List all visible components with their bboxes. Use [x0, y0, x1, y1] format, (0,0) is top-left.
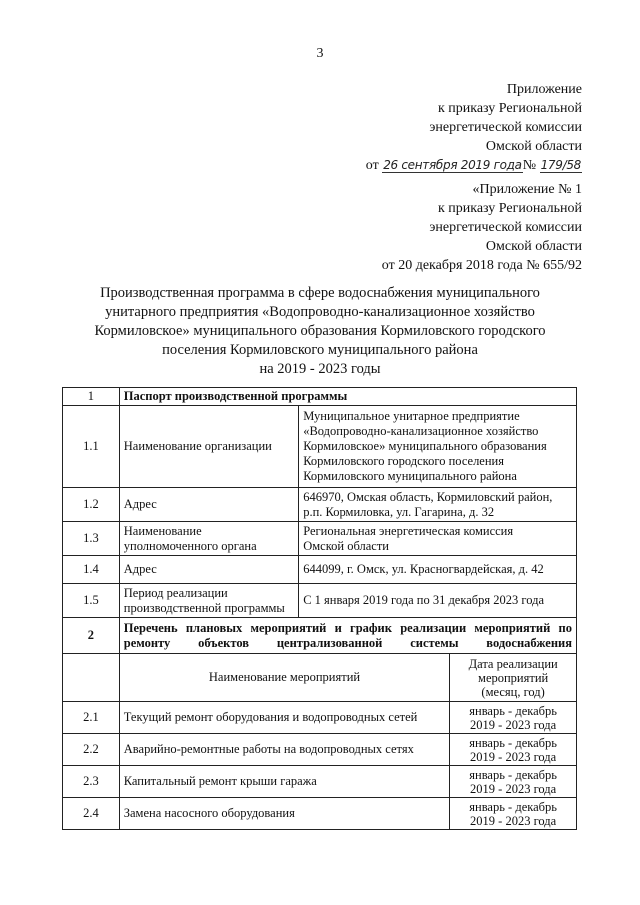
- handwritten-date: 26 сентября 2019 года: [383, 158, 522, 172]
- row-value: [299, 522, 577, 556]
- document-title: [60, 284, 580, 379]
- measures-column-header: [63, 654, 577, 702]
- number-prefix: №: [522, 158, 537, 173]
- row-number: 1.1: [63, 406, 120, 488]
- header-line: мероприятий: [478, 670, 549, 685]
- column-header-name: Наименование мероприятий: [119, 654, 450, 702]
- title-line: унитарного предприятия «Водопроводно-канализационное хозяйство: [105, 304, 535, 320]
- label-line: Наименование: [123, 523, 202, 538]
- title-line: Кормиловское» муниципального образования Кормиловского городского: [94, 323, 546, 339]
- date-line: январь - декабрь: [469, 703, 557, 718]
- row-number: 2.1: [63, 702, 120, 734]
- row-number: 2.2: [63, 734, 120, 766]
- measure-date: [450, 702, 577, 734]
- section-number: 2: [63, 618, 120, 654]
- value-line: Кормиловского муниципального района: [303, 469, 517, 483]
- appendix-line: к приказу Региональной: [437, 101, 582, 116]
- appendix-line: «Приложение № 1: [472, 182, 582, 197]
- label-line: Период реализации: [123, 585, 228, 600]
- row-label: Адрес: [119, 556, 298, 584]
- measure-name: Капитальный ремонт крыши гаража: [119, 766, 450, 798]
- date-line: 2019 - 2023 года: [470, 813, 557, 828]
- table-row: [63, 798, 577, 830]
- measure-name: Аварийно-ремонтные работы на водопроводных сетях: [119, 734, 450, 766]
- date-line: 2019 - 2023 года: [470, 717, 557, 732]
- row-value: С 1 января 2019 года по 31 декабря 2023 года: [299, 584, 577, 618]
- value-line: Кормиловское» муниципального образования: [303, 439, 547, 453]
- passport-heading-row: [63, 388, 577, 406]
- order-date-line: [366, 156, 582, 175]
- section-number: 1: [63, 388, 120, 406]
- table-row: [63, 406, 577, 488]
- row-number: 1.4: [63, 556, 120, 584]
- measure-date: [450, 766, 577, 798]
- appendix-line: энергетической комиссии: [429, 120, 582, 135]
- appendix-line: Приложение: [506, 82, 582, 97]
- date-line: январь - декабрь: [469, 735, 557, 750]
- program-table: [62, 387, 577, 830]
- value-line: Региональная энергетическая комиссия: [303, 523, 514, 538]
- value-line: 646970, Омская область, Кормиловский район,: [303, 489, 553, 504]
- appendix-original-header: [382, 180, 582, 275]
- date-line: январь - декабрь: [469, 799, 557, 814]
- blank-cell: [63, 654, 120, 702]
- title-line: поселения Кормиловского муниципального района: [162, 342, 478, 358]
- measures-heading-row: [63, 618, 577, 654]
- value-line: р.п. Кормиловка, ул. Гагарина, д. 32: [303, 504, 495, 519]
- page-number: 3: [316, 46, 324, 61]
- table-row: [63, 702, 577, 734]
- appendix-current-header: [366, 80, 582, 175]
- row-number: 2.3: [63, 766, 120, 798]
- row-number: 1.2: [63, 488, 120, 522]
- appendix-line: от 20 декабря 2018 года № 655/92: [381, 258, 582, 273]
- row-number: 1.3: [63, 522, 120, 556]
- date-line: январь - декабрь: [469, 767, 557, 782]
- row-label: [119, 522, 298, 556]
- row-label: [119, 584, 298, 618]
- value-line: Кормиловского городского поселения: [303, 454, 504, 468]
- row-value: [299, 406, 577, 488]
- table-row: [63, 556, 577, 584]
- header-line: (месяц, год): [481, 684, 545, 699]
- row-value: [299, 488, 577, 522]
- row-label: Адрес: [119, 488, 298, 522]
- title-line: на 2019 - 2023 годы: [259, 361, 381, 377]
- column-header-date: [450, 654, 577, 702]
- table-row: [63, 584, 577, 618]
- measure-date: [450, 798, 577, 830]
- label-line: уполномоченного органа: [123, 538, 257, 553]
- row-label: Наименование организации: [119, 406, 298, 488]
- section-heading: Паспорт производственной программы: [119, 388, 576, 406]
- handwritten-number: 179/58: [540, 158, 581, 172]
- appendix-line: Омской области: [485, 239, 582, 254]
- measure-name: Текущий ремонт оборудования и водопроводных сетей: [119, 702, 450, 734]
- row-number: 1.5: [63, 584, 120, 618]
- row-value: 644099, г. Омск, ул. Красногвардейская, д. 42: [299, 556, 577, 584]
- header-line: Дата реализации: [468, 656, 558, 671]
- value-line: Омской области: [303, 538, 389, 553]
- table-row: [63, 488, 577, 522]
- value-line: Муниципальное унитарное предприятие: [303, 409, 520, 423]
- measure-name: Замена насосного оборудования: [119, 798, 450, 830]
- appendix-line: Омской области: [485, 139, 582, 154]
- table-row: [63, 734, 577, 766]
- table-row: [63, 522, 577, 556]
- label-line: производственной программы: [123, 600, 285, 615]
- row-number: 2.4: [63, 798, 120, 830]
- date-line: 2019 - 2023 года: [470, 749, 557, 764]
- value-line: «Водопроводно-канализационное хозяйство: [303, 424, 539, 438]
- appendix-line: энергетической комиссии: [429, 220, 582, 235]
- measure-date: [450, 734, 577, 766]
- date-line: 2019 - 2023 года: [470, 781, 557, 796]
- title-line: Производственная программа в сфере водоснабжения муниципального: [100, 285, 540, 301]
- table-row: [63, 766, 577, 798]
- from-prefix: от: [365, 158, 379, 173]
- section-heading: Перечень плановых мероприятий и график реализации мероприятий по ремонту объектов централизованной системы водоснабжения: [119, 618, 576, 654]
- appendix-line: к приказу Региональной: [437, 201, 582, 216]
